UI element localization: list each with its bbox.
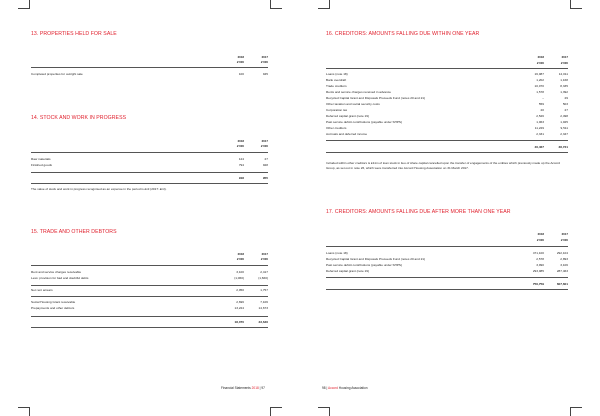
row-label: Past service deficit contributions (payable under SHPS) [326,263,403,267]
total-row [31,320,268,326]
rule [31,172,268,173]
footer-text: Financial Statements [221,386,251,390]
row-label: Net rent arrears [31,288,53,292]
section-14-title: 14. STOCK AND WORK IN PROGRESS [31,115,127,121]
row-value-2017: 1,757 [260,288,268,292]
row-label: Finished goods [31,163,52,167]
crop-mark [318,407,330,416]
col-unit-2018: £'000 [536,238,544,242]
row-label: Completed properties for outright sale [31,72,83,76]
row-value-2018: 2,050 [236,288,244,292]
row-label: Prepayments and other debtors [31,306,75,310]
footer-year: 2018 [251,386,259,390]
row-value-2017: 292,104 [556,251,568,255]
row-value-2018: 1,063 [536,120,544,124]
table-row [326,269,568,275]
col-unit-2018: £'000 [236,144,244,148]
table-row [31,306,268,312]
total-value-2017: 38,721 [558,145,568,149]
footer-text: Housing Association [338,386,368,390]
row-value-2018: 3,100 [236,270,244,274]
row-value-2017: 8,335 [560,84,568,88]
footer-divider: | [259,386,261,390]
row-label: Rent and service charges receivable [31,270,82,274]
row-value-2018: 1,202 [536,78,544,82]
crop-mark [570,407,582,416]
row-label: Corporation tax [326,108,348,112]
rule [31,296,268,297]
row-label: Recycled Capital Grant and Disposals Proceeds Fund (notes 20 and 21) [326,257,426,261]
row-label: Deferred capital grant (note 19) [326,114,369,118]
row-label: Bank overdraft [326,78,347,82]
row-label: Raw materials [31,157,51,161]
rule [31,183,268,184]
rule [31,285,268,286]
col-header-2017: 2017 [561,55,568,59]
col-header-2018: 2018 [537,55,544,59]
section-16-title: 16. CREDITORS: AMOUNTS FALLING DUE WITHIN ONE YEAR [326,31,480,37]
total-value-2017: 607,601 [556,282,568,286]
row-value-2018: 2,331 [536,132,544,136]
row-label: Loans (note 18) [326,251,348,255]
net-row [31,288,268,294]
row-label: Rents and service charges received in advance [326,90,392,94]
row-value-2017: 12,011 [558,72,568,76]
col-header-2017: 2017 [561,232,568,236]
total-row [31,176,268,182]
row-label: Other creditors [326,126,347,130]
row-value-2018: 10,070 [534,84,544,88]
page-number: 97 [261,386,265,390]
row-value-2018: 1,578 [536,90,544,94]
rule [326,289,568,290]
section-17-title: 17. CREDITORS: AMOUNTS FALLING DUE AFTER MORE THAN ONE YEAR [326,209,511,215]
rule [31,327,268,328]
row-value-2018: 2,526 [536,114,544,118]
crop-mark [270,0,282,9]
total-value-2017: 955 [262,176,268,180]
row-value-2017: 1,392 [560,90,568,94]
row-value-2018: 11,229 [534,126,544,130]
row-value-2017: 29 [564,96,568,100]
col-header-2018: 2018 [237,139,244,143]
col-header-2018: 2018 [537,232,544,236]
rule [31,152,268,153]
row-value-2018: 794 [238,163,244,167]
col-unit-2017: £'000 [260,257,268,261]
rule [31,316,268,317]
right-page [300,0,600,416]
row-label: Loans (note 18) [326,72,348,76]
row-value-2018: 124 [238,157,244,161]
section-16-note: Included within other creditors is £11m of loan stock in lieu of share capital cancelled upon the transfer of engagements of the entities which previously made up the Accord Group, as set out in note 26, which were transferred into Accord Housing Association on 31 March 2017. [326,161,560,171]
col-unit-2018: £'000 [236,60,244,64]
footer-brand: Accord [327,386,338,390]
col-header-2017: 2017 [261,55,268,59]
row-value-2017: 2,347 [560,132,568,136]
col-unit-2017: £'000 [260,60,268,64]
row-value-2017: 2,417 [260,270,268,274]
table-row [31,72,268,78]
footer-divider: | [326,386,328,390]
col-unit-2018: £'000 [536,61,544,65]
row-value-2017: 14,673 [258,306,268,310]
row-label: Other taxation and social security costs [326,102,380,106]
rule [326,140,568,141]
crop-mark [18,407,30,416]
crop-mark [318,0,330,9]
rule [31,265,268,266]
footer-right [322,386,368,390]
row-label: Past service deficit contributions (payable under SHPS) [326,120,403,124]
row-value-2017: 928 [262,163,268,167]
section-14-note: The value of stock and work in progress recognised as an expense in the period is £nil (2017: £nil). [31,187,167,191]
row-value-2017: 2,498 [560,114,568,118]
col-unit-2017: £'000 [560,238,568,242]
row-value-2018: 471,100 [532,251,544,255]
row-value-2017: 1,168 [560,78,568,82]
row-value-2018: (1,060) [234,276,244,280]
table-row [31,276,268,282]
total-value-2018: 756,759 [532,282,544,286]
row-value-2018: – [542,96,544,100]
total-row [326,145,568,151]
crop-mark [270,407,282,416]
row-value-2018: 2,578 [536,257,544,261]
row-value-2017: (1,660) [258,276,268,280]
row-value-2018: 20 [540,108,544,112]
row-label: Recycled Capital Grant and Disposals Proceeds Fund (notes 20 and 21) [326,96,426,100]
col-header-2017: 2017 [261,252,268,256]
row-label: Social Housing Grant receivable [31,300,76,304]
row-value-2017: 3,106 [560,263,568,267]
total-value-2018: 918 [238,176,244,180]
rule [326,152,568,153]
footer-left [221,386,265,390]
col-header-2018: 2018 [237,252,244,256]
row-value-2017: 27 [564,108,568,112]
row-value-2017: 1,025 [560,120,568,124]
crop-mark [18,0,30,9]
total-value-2017: 23,646 [258,320,268,324]
page-number: 98 [322,386,326,390]
row-label: Trade creditors [326,84,347,88]
rule [326,246,568,247]
row-value-2018: 13,224 [234,306,244,310]
rule [326,68,568,69]
row-value-2018: 16,087 [534,72,544,76]
row-value-2017: 287,463 [556,269,568,273]
row-value-2018: 559 [538,102,544,106]
col-header-2017: 2017 [261,139,268,143]
row-label: Less: provision for bad and doubtful debts [31,276,89,280]
row-value-2018: 3,990 [536,263,544,267]
row-value-2018: 293,085 [532,269,544,273]
table-row [31,163,268,169]
crop-mark [570,0,582,9]
total-row [326,282,568,288]
rule [326,277,568,278]
col-header-2018: 2018 [237,55,244,59]
col-unit-2018: £'000 [236,257,244,261]
row-value-2017: 503 [562,102,568,106]
row-value-2018: 100 [238,72,244,76]
total-value-2018: 46,467 [534,145,544,149]
row-value-2017: 7,106 [260,300,268,304]
row-value-2017: 945 [262,72,268,76]
row-label: Deferred capital grant (note 19) [326,269,369,273]
section-13-title: 13. PROPERTIES HELD FOR SALE [31,31,117,37]
rule [31,67,268,68]
col-unit-2017: £'000 [560,61,568,65]
row-value-2017: 27 [264,157,268,161]
row-value-2017: 2,893 [560,257,568,261]
row-value-2017: 9,511 [560,126,568,130]
row-value-2018: 2,696 [236,300,244,304]
row-label: Accruals and deferred income [326,132,368,136]
section-15-title: 15. TRADE AND OTHER DEBTORS [31,229,117,235]
table-row [326,132,568,138]
total-value-2018: 18,070 [234,320,244,324]
col-unit-2017: £'000 [260,144,268,148]
